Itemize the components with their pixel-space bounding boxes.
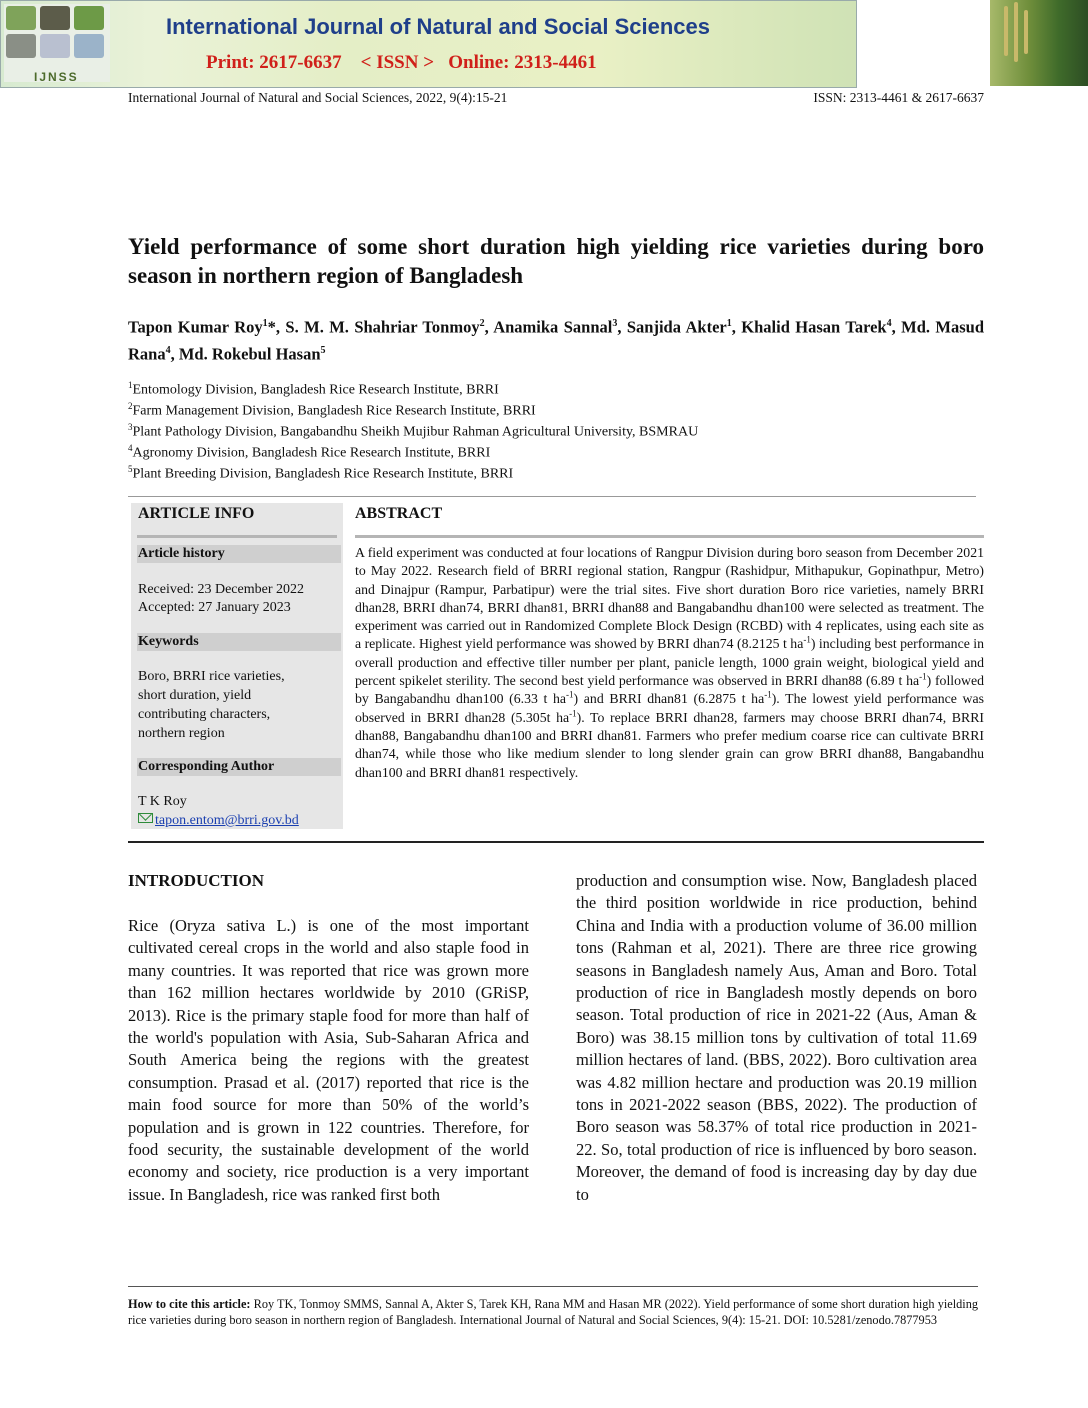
corresponding-author-heading: Corresponding Author [137,758,341,776]
keywords-line: northern region [138,726,225,741]
article-info-rule [137,535,337,538]
received-date: Received: 23 December 2022 [138,582,304,597]
keywords-heading: Keywords [137,633,341,651]
abstract-segment: ) followed by Bangabandhu dhan100 (6.33 t ha [355,673,984,707]
unit-superscript: -1 [764,689,772,700]
mail-icon [138,813,153,823]
divider [128,841,984,843]
affiliation [128,380,499,399]
banner-print-issn: Print: 2617-6637 [206,52,342,73]
affiliation [128,422,698,441]
affiliation-text: Farm Management Division, Bangladesh Rice Research Institute, BRRI [132,403,536,419]
affiliation-marker: 4 [128,443,133,453]
accepted-date: Accepted: 27 January 2023 [138,600,291,615]
journal-issn: ISSN: 2313-4461 & 2617-6637 [813,90,984,105]
keywords-line: short duration, yield [138,688,252,703]
abstract-segment: ). To replace BRRI dhan28, farmers may choose BRRI dhan74, BRRI dhan88, Bangabandhu dhan100 and BRRI dhan81. Farmers who prefer medium coarse rice can cultivate BRRI dhan74, while those who like medium slender to long slender grain can grow BRRI dhan88, Bangabandhu dhan100 and BRRI dhan81 respectively. [355,709,984,780]
email-row [138,811,299,830]
unit-superscript: -1 [803,634,811,645]
affiliation-marker: 2 [128,401,133,411]
abstract-segment: A field experiment was conducted at four locations of Rangpur Division during boro season from December 2021 to May 2022. Research field of BRRI regional station, Rangpur (Rashidpur, Mithapukur, Gopinathpur, Metro) and Dinajpur (Rampur, Parbatipur) were the trial sites. Five short duration Boro rice varieties, namely BRRI dhan28, BRRI dhan74, BRRI dhan81, BRRI dhan88 and Bangabandhu dhan100 were selected as treatment. The experiment was carried out in Randomized Complete Block Design (RCBD) with 4 replicates, using each site as a replicate. Highest yield performance was showed by BRRI dhan74 (8.2125 t ha [355,545,984,652]
banner-issn-label: < ISSN > [360,52,435,73]
introduction-heading: INTRODUCTION [128,871,265,890]
abstract-segment: ) including best performance in overall production and effective tiller number per plant, panicle length, 1000 grain weight, biological yield and percent spikelet sterility. The second best yield performance was observed in BRRI dhan88 (6.89 t ha [355,636,985,689]
author-affiliation-marker: 5 [320,344,326,356]
introduction-column-2: production and consumption wise. Now, Bangladesh placed the third position worldwide in rice production, behind China and India with a production volume of 36.00 million tons (Rahman et al, 2021). There are three rice growing seasons in Bangladesh namely Aus, Aman and Boro. Total production of rice in Bangladesh mostly depends on boro season. Total production of rice in 2021-22 (Aus, Aman & Boro) was 38.15 million tons by cultivation of total 11.69 million hectares of land. (BBS, 2022). Boro cultivation area was 4.82 million hectare and production was 20.19 million tons in 2021-2022 season (BBS, 2022). The production of Boro season was 58.37% of total rice production in 2021-22. So, total production of rice is influenced by boro season. Moreover, the demand of food is increasing day by day due to [576,871,977,1204]
author-name: Md. Rokebul Hasan [178,344,321,363]
unit-superscript: -1 [569,708,577,719]
author-name: Anamika Sannal [493,317,613,337]
journal-logo-text: IJNSS [34,70,79,84]
affiliation [128,443,490,462]
author-affiliation-marker: 1 [262,318,268,329]
journal-reference: International Journal of Natural and Social Sciences, 2022, 9(4):15-21 [128,90,508,105]
affiliation [128,464,513,483]
banner-issn-line [206,52,597,74]
affiliation [128,401,536,420]
citation-label: How to cite this article: [128,1297,251,1311]
affiliation-marker: 3 [128,422,133,432]
abstract-heading: ABSTRACT [355,505,443,522]
corresponding-author-name: T K Roy [138,794,187,809]
affiliation-text: Plant Pathology Division, Bangabandhu Sheikh Mujibur Rahman Agricultural University, BSMRAU [132,424,699,440]
footer-divider [128,1286,978,1287]
keywords-line: contributing characters, [138,707,271,722]
article-info-heading: ARTICLE INFO [138,505,255,522]
author-list: Tapon Kumar Roy$^1$*, S. M. M. Shahriar Tonmoy$^2$, Anamika Sannal$^3$, Sanjida Akter$^1$, Khalid Hasan Tarek$^4$, Md. Masud Rana$^4$, Md. Rokebul Hasan$^5$ [128,317,985,363]
introduction-column-1: Rice (Oryza sativa L.) is one of the most important cultivated cereal crops in the world and also staple food in many countries. It was reported that rice was grown more than 162 million hectares worldwide by 2010 (GRiSP, 2013). Rice is the primary staple food for more than half of the world's population with Asia, Sub-Saharan Africa and South America being the regions with the greatest consumption. Prasad et al. (2017) reported that rice is the main food source for more than 50% of the world’s population and is grown in 122 countries. Therefore, for food security, the sustainable development of the world economy and society, rice production is a very important issue. In Bangladesh, rice was ranked first both [128,916,529,1204]
author-affiliation-marker: 3 [612,318,618,329]
affiliation-text: Agronomy Division, Bangladesh Rice Research Institute, BRRI [132,445,491,461]
article-history-heading: Article history [137,545,341,563]
author-name: Tapon Kumar Roy [128,317,263,337]
abstract-text [355,544,984,782]
unit-superscript: -1 [919,671,927,682]
affiliation-text: Plant Breeding Division, Bangladesh Rice Research Institute, BRRI [132,466,514,482]
author-affiliation-marker: 4 [165,344,171,356]
abstract-segment: ). The lowest yield performance was observed in BRRI dhan28 (5.305t ha [355,691,984,725]
author-name: Khalid Hasan Tarek [741,317,887,337]
banner-title: International Journal of Natural and Social Sciences [165,14,711,39]
abstract-rule [355,535,984,538]
banner-online-issn: Online: 2313-4461 [448,52,597,73]
journal-banner [0,0,857,88]
divider [128,496,976,497]
affiliation-marker: 1 [128,380,133,390]
abstract-segment: ) and BRRI dhan81 (6.2875 t ha [573,691,765,707]
citation [128,1296,978,1328]
unit-superscript: -1 [566,689,574,700]
author-affiliation-marker: 1 [726,318,732,329]
paper-title: Yield performance of some short duration high yielding rice varieties during boro season in northern region of Bangladesh [128,234,984,288]
author-affiliation-marker: 4 [886,318,892,329]
author-name: Sanjida Akter [626,317,727,337]
keywords-list [138,667,285,743]
author-affiliation-marker: 2 [479,318,485,329]
citation-text: Roy TK, Tonmoy SMMS, Sannal A, Akter S, Tarek KH, Rana MM and Hasan MR (2022). Yield performance of some short duration high yielding rice varieties during boro season in northern region of Bangladesh. International Journal of Natural and Social Sciences, 9(4): 15-21. DOI: 10.5281/zenodo.7877953 [128,1297,978,1327]
journal-logo-collage [4,4,110,82]
affiliation-marker: 5 [128,464,133,474]
email-link[interactable]: tapon.entom@brri.gov.bd [155,813,299,828]
keywords-line: Boro, BRRI rice varieties, [138,669,285,684]
affiliation-text: Entomology Division, Bangladesh Rice Research Institute, BRRI [132,382,499,398]
author-name: Md. Masud Rana [128,317,985,363]
author-name: S. M. M. Shahriar Tonmoy [285,317,480,337]
